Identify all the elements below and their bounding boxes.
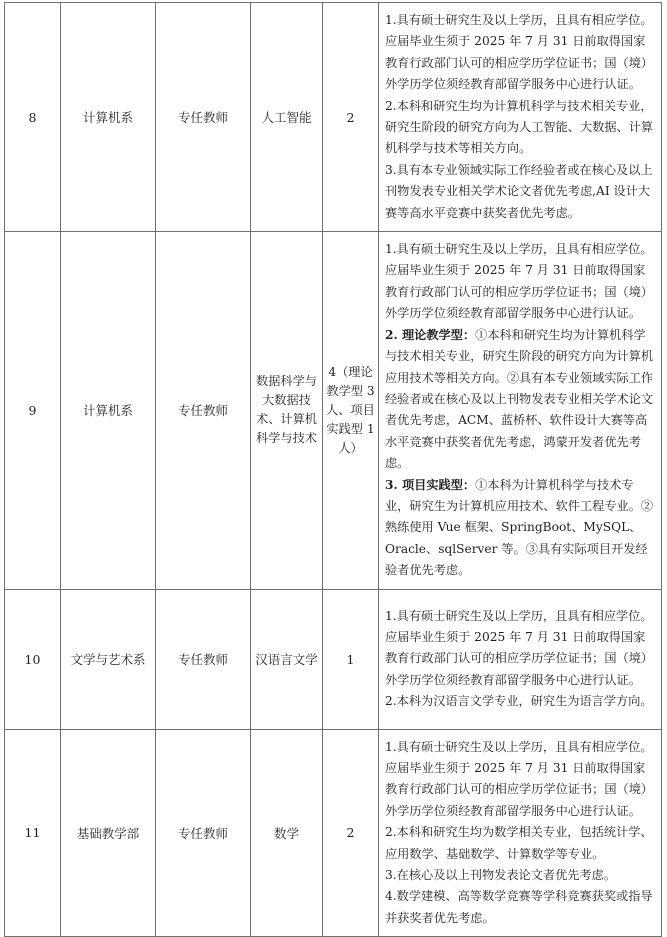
requirement-text: ①本科为计算机科学与技术专业，研究生为计算机应用技术、软件工程专业。②熟练使用 Vue 框架、SpringBoot、MySQL、Oracle、sqlServer 等。③具有实际项目开发经验者优先考虑。: [385, 477, 654, 578]
requirement-item: 3.具有本专业领域实际工作经验者或在核心及以上刊物发表专业相关学术论文者优先考虑,AI 设计大赛等高水平竞赛中获奖者优先考虑。: [385, 162, 653, 220]
row-number: 11: [5, 729, 61, 937]
requirement-item: [385, 325, 655, 475]
major: 汉语言文学: [251, 589, 323, 729]
requirements: [379, 729, 662, 937]
requirement-item: 4.数学建模、高等数学竞赛等学科竞赛获奖或指导并获奖者优先考虑。: [385, 889, 653, 925]
position-type: 专任教师: [156, 232, 251, 590]
requirement-label: 2. 理论教学型：: [385, 327, 476, 342]
requirement-label: 3. 项目实践型：: [385, 477, 476, 492]
headcount: 4（理论教学型 3 人、项目实践型 1 人）: [323, 232, 379, 590]
department: 计算机系: [61, 232, 156, 590]
row-number: 10: [5, 589, 61, 729]
department: 计算机系: [61, 3, 156, 232]
requirement-item: 2.本科为汉语言文学专业，研究生为语言学方向。: [385, 694, 653, 709]
headcount: 1: [323, 589, 379, 729]
major: 数学: [251, 729, 323, 937]
requirement-item: 1.具有硕士研究生及以上学历，且具有相应学位。应届毕业生须于 2025 年 7 月 31 日前取得国家教育行政部门认可的相应学历学位证书；国（境）外学历学位须经教育部留学服务中心进行认证。: [385, 739, 654, 818]
position-type: 专任教师: [156, 3, 251, 232]
headcount: 2: [323, 3, 379, 232]
department: 文学与艺术系: [61, 589, 156, 729]
requirements: [379, 232, 662, 590]
requirement-text: ①本科和研究生均为计算机科学与技术相关专业，研究生阶段的研究方向为计算机应用技术等相关方向。②具有本专业领域实际工作经验者或在核心及以上刊物发表专业相关学术论文者优先考虑，ACM、蓝桥杯、软件设计大赛等高水平竞赛中获奖者优先考虑，鸿蒙开发者优先考虑。: [385, 327, 654, 471]
requirement-item: 1.具有硕士研究生及以上学历，且具有相应学位。应届毕业生须于 2025 年 7 月 31 日前取得国家教育行政部门认可的相应学历学位证书；国（境）外学历学位须经教育部留学服务中心进行认证。: [385, 13, 654, 92]
row-number: 9: [5, 232, 61, 590]
table-row: [5, 3, 662, 232]
major: 数据科学与大数据技术、计算机科学与技术: [251, 232, 323, 590]
position-type: 专任教师: [156, 589, 251, 729]
headcount: 2: [323, 729, 379, 937]
requirement-item: 2.本科和研究生均为数学相关专业，包括统计学、应用数学、基础数学、计算数学等专业。: [385, 825, 653, 861]
requirement-item: 1.具有硕士研究生及以上学历，且具有相应学位。应届毕业生须于 2025 年 7 月 31 日前取得国家教育行政部门认可的相应学历学位证书；国（境）外学历学位须经教育部留学服务中心进行认证。: [385, 608, 654, 687]
requirements: [379, 3, 662, 232]
requirement-item: 2.本科和研究生均为计算机科学与技术相关专业，研究生阶段的研究方向为人工智能、大数据、计算机科学与技术等相关方向。: [385, 98, 654, 156]
department: 基础教学部: [61, 729, 156, 937]
requirement-item: 3.在核心及以上刊物发表论文者优先考虑。: [385, 868, 617, 882]
requirement-item: [385, 475, 655, 582]
requirements: [379, 589, 662, 729]
position-type: 专任教师: [156, 729, 251, 937]
table-row: [5, 232, 662, 590]
major: 人工智能: [251, 3, 323, 232]
recruitment-table: [4, 2, 662, 937]
table-row: [5, 729, 662, 937]
row-number: 8: [5, 3, 61, 232]
table-row: [5, 589, 662, 729]
requirement-item: 1.具有硕士研究生及以上学历，且具有相应学位。应届毕业生须于 2025 年 7 月 31 日前取得国家教育行政部门认可的相应学历学位证书；国（境）外学历学位须经教育部留学服务中心进行认证。: [385, 242, 654, 321]
